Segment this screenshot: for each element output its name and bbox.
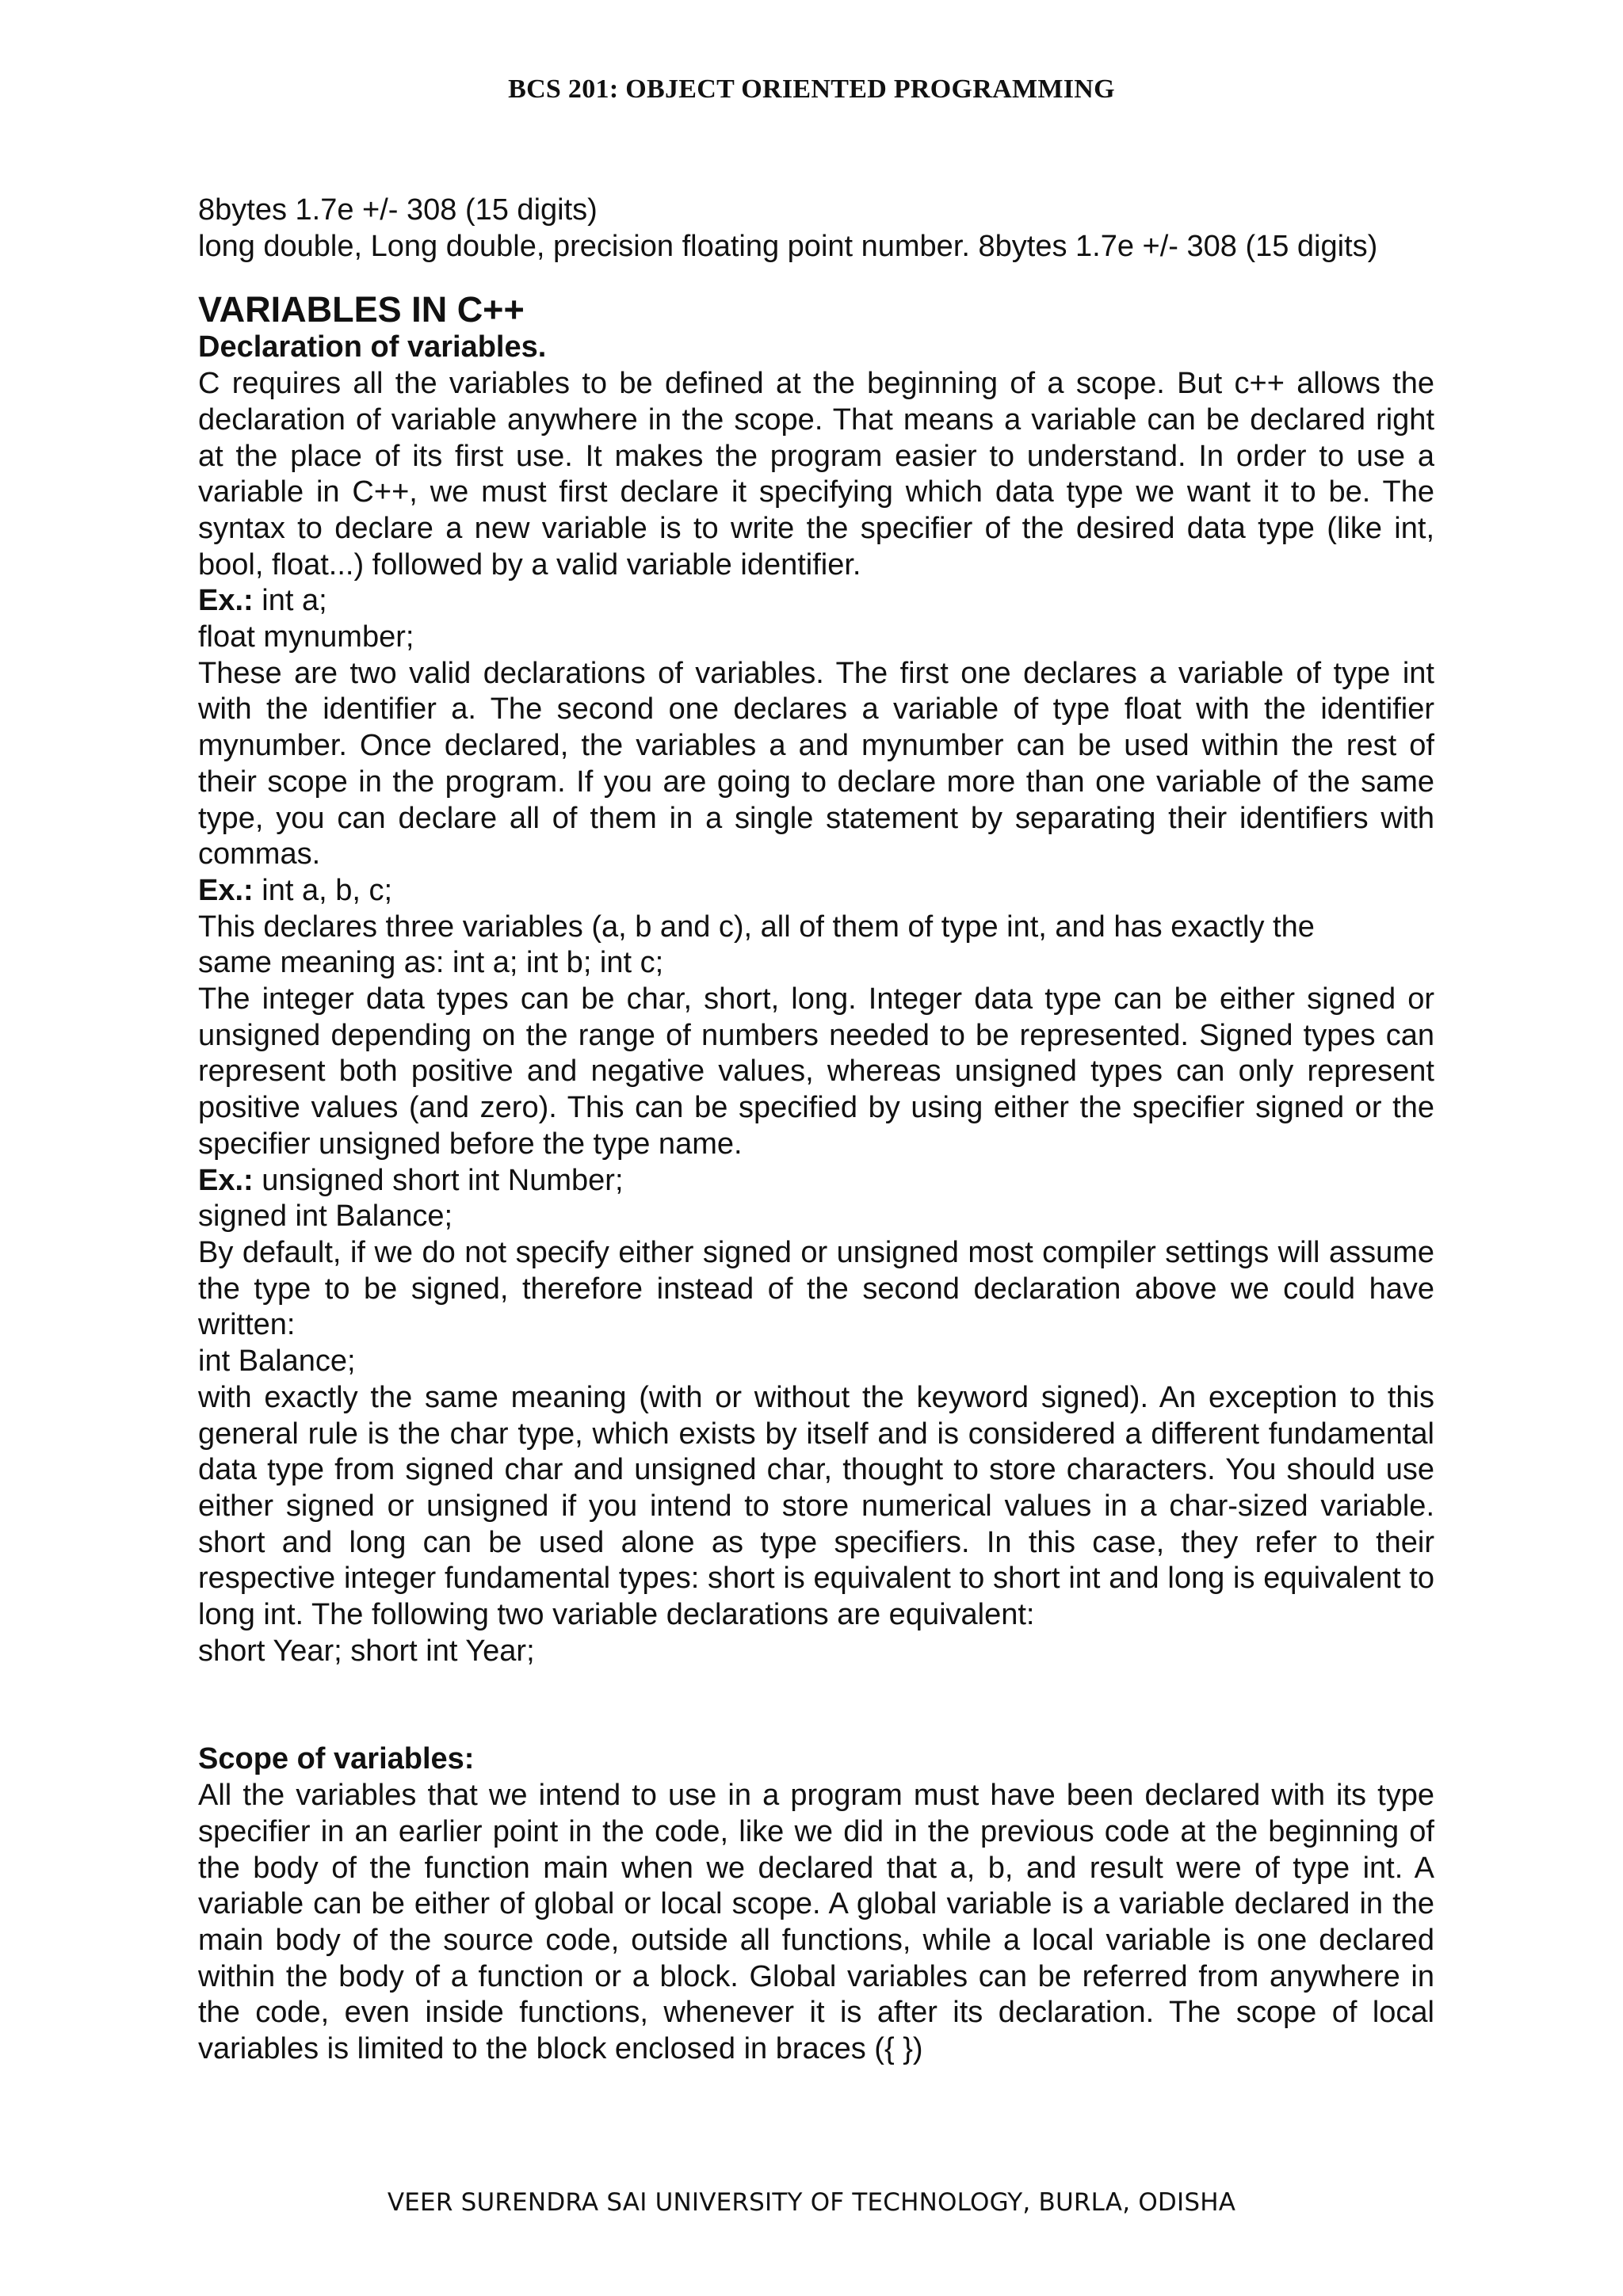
- text-line: same meaning as: int a; int b; int c;: [198, 946, 664, 980]
- code-line: short Year; short int Year;: [198, 1634, 535, 1668]
- code-line: signed int Balance;: [198, 1199, 453, 1234]
- subheading-scope: Scope of variables:: [198, 1742, 475, 1776]
- paragraph: C requires all the variables to be defined at the beginning of a scope. But c++ allows the declaration of variable anywhere in the scope. That means a variable can be declared right at the place of its first use. It makes the program easier to understand. In order to use a variable in C++, we must first declare it specifying which data type we want it to be. The syntax to declare a new variable is to write the specifier of the desired data type (like int, bool, float...) followed by a valid variable identifier.: [198, 367, 1434, 582]
- page-content: [198, 193, 1434, 2068]
- example-label: Ex.:: [198, 873, 254, 907]
- paragraph: The integer data types can be char, short, long. Integer data type can be either signed or unsigned depending on the range of numbers needed to be represented. Signed types can represent both positive and negative values, whereas unsigned types can only represent positive values (and zero). This can be specified by using either the specifier signed or the specifier unsigned before the type name.: [198, 982, 1434, 1161]
- example-label: Ex.:: [198, 1163, 254, 1197]
- subheading-declaration: Declaration of variables.: [198, 330, 547, 364]
- example-label: Ex.:: [198, 584, 254, 618]
- example-line: [198, 873, 1434, 910]
- paragraph: with exactly the same meaning (with or without the keyword signed). An exception to this general rule is the char type, which exists by itself and is considered a different fundamental data type from signed char and unsigned char, thought to store characters. You should use either signed or unsigned if you intend to store numerical values in a char-sized variable. short and long can be used alone as type specifiers. In this case, they refer to their respective integer fundamental types: short is equivalent to short int and long is equivalent to long int. The following two variable declarations are equivalent:: [198, 1380, 1434, 1632]
- paragraph: These are two valid declarations of variables. The first one declares a variable of type int with the identifier a. The second one declares a variable of type float with the identifier mynumber. Once declared, the variables a and mynumber can be used within the rest of their scope in the program. If you are going to declare more than one variable of the same type, you can declare all of them in a single statement by separating their identifiers with commas.: [198, 656, 1434, 871]
- example-line: [198, 1163, 1434, 1199]
- code-line: float mynumber;: [198, 620, 414, 654]
- page-footer: VEER SURENDRA SAI UNIVERSITY OF TECHNOLOGY, BURLA, ODISHA: [387, 2188, 1236, 2217]
- paragraph: All the variables that we intend to use in a program must have been declared with its type specifier in an earlier point in the code, like we did in the previous code at the beginning of the body of the function main when we declared that a, b, and result were of type int. A variable can be either of global or local scope. A global variable is a variable declared in the main body of the source code, outside all functions, while a local variable is one declared within the body of a function or a block. Global variables can be referred from anywhere in the code, even inside functions, whenever it is after its declaration. The scope of local variables is limited to the block enclosed in braces ({ }): [198, 1779, 1434, 2066]
- code-text: int a, b, c;: [253, 873, 393, 907]
- code-text: int a;: [253, 584, 327, 618]
- code-line: int Balance;: [198, 1344, 356, 1379]
- code-text: unsigned short int Number;: [253, 1163, 624, 1197]
- text-line: long double, Long double, precision floating point number. 8bytes 1.7e +/- 308 (15 digits): [198, 229, 1378, 263]
- text-line: This declares three variables (a, b and c), all of them of type int, and has exactly the: [198, 910, 1315, 944]
- text-line: 8bytes 1.7e +/- 308 (15 digits): [198, 193, 598, 227]
- paragraph: By default, if we do not specify either signed or unsigned most compiler settings will assume the type to be signed, therefore instead of the second declaration above we could have written:: [198, 1235, 1434, 1342]
- example-line: [198, 583, 1434, 620]
- page-header: BCS 201: OBJECT ORIENTED PROGRAMMING: [508, 74, 1115, 104]
- section-title: VARIABLES IN C++: [198, 289, 525, 330]
